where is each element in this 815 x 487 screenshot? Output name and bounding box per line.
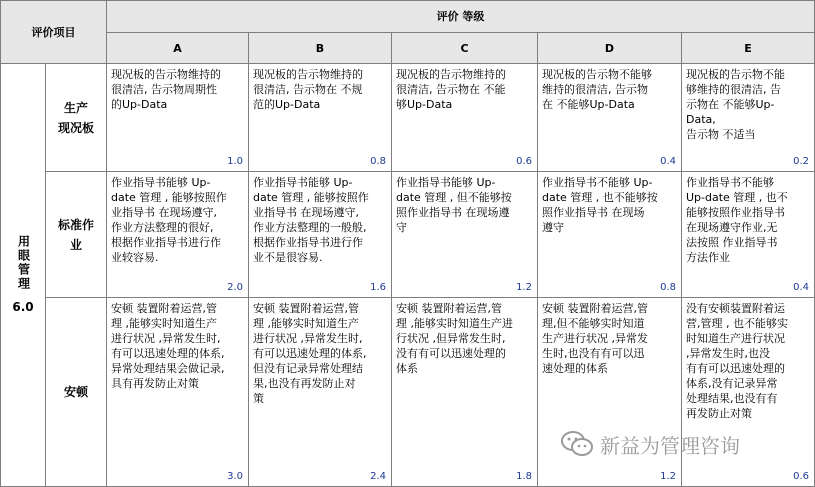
table-cell (391, 63, 538, 172)
table-cell (248, 63, 392, 172)
grade-header-e: E (681, 32, 815, 64)
table-cell (106, 171, 249, 298)
cell-score: 3.0 (227, 471, 243, 482)
cell-text: 现况板的告示物维持的 很清洁, 告示物在 不规 范的Up-Data (253, 68, 363, 111)
watermark (560, 424, 800, 464)
wechat-icon (560, 430, 594, 458)
row-name: 标准作 业 (57, 217, 94, 252)
cell-text: 安顿 装置附着运营,管 理 ,能够实时知道生产进 行状况 ,但异常发生时, 没有有可以迅速处理的 体系 (396, 302, 513, 375)
table-cell (248, 171, 392, 298)
table-cell (106, 63, 249, 172)
header-grade-label: 评价 等级 (106, 0, 815, 33)
cell-text: 没有安顿装置附着运 营,管理 , 也不能够实 时知道生产进行状况 ,异常发生时,也没 有有可以迅速处理的 体系,没有记录异常 处理结果,也没有有 再发防止对策 (686, 302, 788, 420)
grade-header-d: D (537, 32, 682, 64)
table-cell (537, 63, 682, 172)
cell-score: 1.6 (370, 282, 386, 293)
cell-text: 作业指导书不能够 Up- date 管理 , 也不能够按 照作业指导书 在现场 遵守 (542, 176, 658, 234)
group-score: 6.0 (12, 299, 34, 314)
table-cell (391, 297, 538, 487)
table-cell (106, 297, 249, 487)
cell-score: 0.4 (793, 282, 809, 293)
cell-score: 0.8 (370, 156, 386, 167)
cell-text: 安顿 装置附着运营,管 理 ,能够实时知道生产 进行状况 ,异常发生时, 有可以迅速处理的体系, 但没有记录异常处理结 果,也没有再发防止对 策 (253, 302, 367, 405)
table-cell (681, 63, 815, 172)
grade-header-a: A (106, 32, 249, 64)
row-name-production-board (45, 63, 107, 172)
table-cell (391, 171, 538, 298)
cell-text: 作业指导书能够 Up- date 管理 , 但不能够按 照作业指导书 在现场遵 守 (396, 176, 512, 234)
table-cell (537, 171, 682, 298)
cell-text: 现况板的告示物维持的 很清洁, 告示物周期性 的Up-Data (111, 68, 221, 111)
cell-text: 作业指导书能够 Up- date 管理 , 能够按照作 业指导书 在现场遵守, 作业方法整理的一般般, 根据作业指导书进行作 业不是很容易. (253, 176, 369, 264)
cell-text: 安顿 装置附着运营,管 理 ,能够实时知道生产 进行状况 ,异常发生时, 有可以迅速处理的体系, 异常处理结果会做记录, 具有再发防止对策 (111, 302, 225, 390)
cell-text: 作业指导书不能够 Up-date 管理 , 也不 能够按照作业指导书 在现场遵守作业,无 法按照 作业指导书 方法作业 (686, 176, 788, 264)
row-name-standard-work (45, 171, 107, 298)
cell-score: 1.2 (660, 471, 676, 482)
cell-text: 现况板的告示物不能 够维持的很清洁, 告 示物在 不能够Up- Data, 告示物 不适当 (686, 68, 785, 141)
cell-score: 0.6 (516, 156, 532, 167)
cell-text: 作业指导书能够 Up- date 管理 , 能够按照作 业指导书 在现场遵守, 作业方法整理的很好, 根据作业指导书进行作 业较容易. (111, 176, 227, 264)
table-cell (681, 171, 815, 298)
cell-score: 0.8 (660, 282, 676, 293)
grade-header-c: C (391, 32, 538, 64)
cell-score: 0.6 (793, 471, 809, 482)
cell-text: 安顿 装置附着运营,管 理,但不能够实时知道 生产进行状况 ,异常发 生时,也没有有可以迅 速处理的体系 (542, 302, 648, 375)
cell-score: 1.2 (516, 282, 532, 293)
header-item-label: 评价项目 (0, 0, 107, 64)
cell-score: 0.2 (793, 156, 809, 167)
group-name: 用眼管理 (16, 234, 31, 291)
cell-score: 2.4 (370, 471, 386, 482)
cell-text: 现况板的告示物维持的 很清洁, 告示物在 不能 够Up-Data (396, 68, 506, 111)
cell-score: 2.0 (227, 282, 243, 293)
group-cell (0, 63, 46, 487)
row-name: 安顿 (63, 385, 88, 399)
cell-score: 1.0 (227, 156, 243, 167)
row-name: 生产 现况板 (57, 100, 94, 135)
grade-header-b: B (248, 32, 392, 64)
cell-score: 1.8 (516, 471, 532, 482)
cell-text: 现况板的告示物不能够 维持的很清洁, 告示物 在 不能够Up-Data (542, 68, 652, 111)
row-name-andon (45, 297, 107, 487)
table-cell (248, 297, 392, 487)
watermark-text: 新益为管理咨询 (600, 433, 740, 458)
cell-score: 0.4 (660, 156, 676, 167)
